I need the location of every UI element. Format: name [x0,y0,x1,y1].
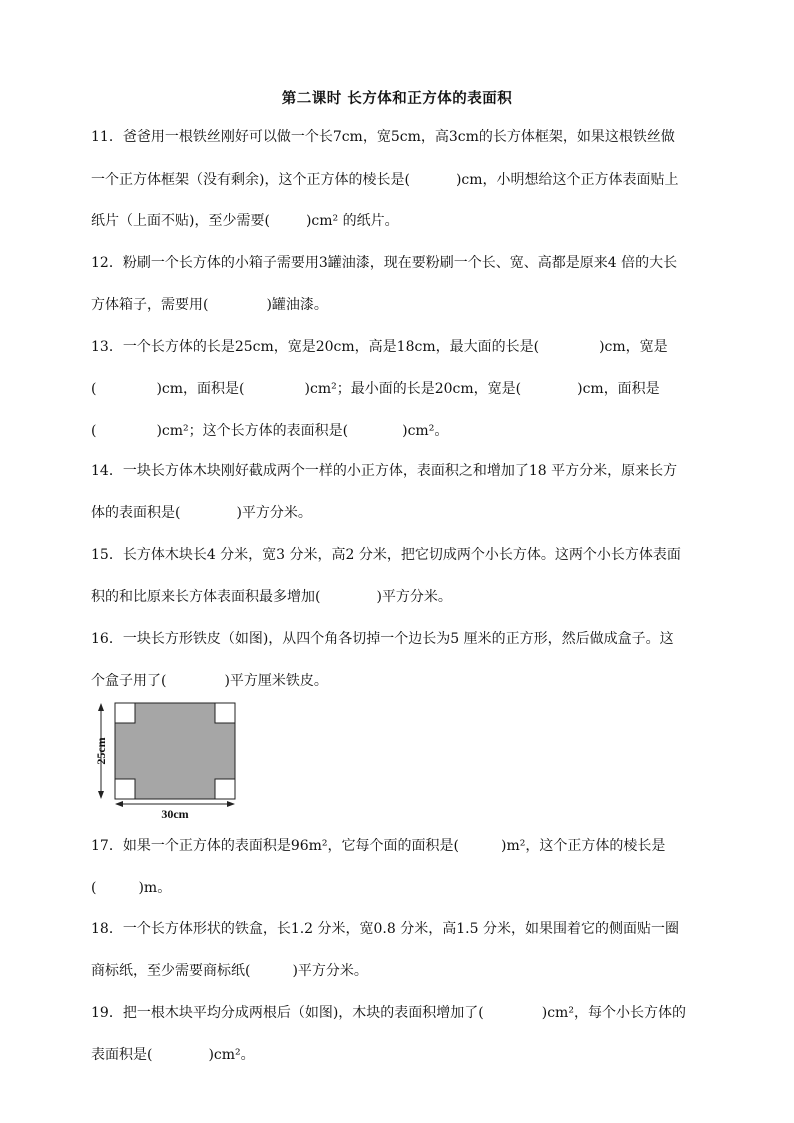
q11-text-a: 一个正方体框架（没有剩余)，这个正方体的棱长是( [91,172,410,188]
q11-line-2 [91,170,679,190]
q17-text-b: )m²，这个正方体的棱长是 [500,838,666,854]
height-label: 25cm [94,737,108,765]
q19-line-2 [91,1045,255,1065]
q14-line-1: 14．一块长方体木块刚好截成两个一样的小正方体，表面积之和增加了18 平方分米，原来长方 [91,463,678,479]
arrow-up-icon [98,703,104,711]
q19-text-a: 19．把一根木块平均分成两根后（如图)，木块的表面积增加了( [91,1005,484,1021]
width-label: 30cm [161,807,189,821]
q17-text-c: ( [91,880,97,896]
q17-text-d: )m。 [138,880,172,896]
q13-text-e: )cm²；最小面的长是20cm，宽是( [304,381,522,397]
q13-text-f: )cm，面积是 [577,381,660,397]
q12-text-a: 方体箱子，需要用( [91,297,209,313]
q12-text-b: )罐油漆。 [266,297,328,313]
q19-text-c: 表面积是( [91,1047,153,1063]
q17-line-2 [91,878,171,898]
q13-text-d: )cm，面积是( [156,381,245,397]
q13-text-a: 13．一个长方体的长是25cm，宽是20cm，高是18cm，最大面的长是( [91,339,540,355]
q13-text-g: ( [91,423,97,439]
q11-text-b: )cm，小明想给这个正方体表面贴上 [455,172,679,188]
q11-line-1: 11．爸爸用一根铁丝刚好可以做一个长7cm，宽5cm，高3cm的长方体框架，如果这根铁丝做 [91,129,675,145]
sheet-metal-figure [92,700,242,830]
q11-text-c: 纸片（上面不贴)，至少需要( [91,213,270,229]
q16-line-2 [91,671,328,691]
q13-text-i: )cm²。 [402,423,449,439]
q17-line-1 [91,836,665,856]
q16-text-b: )平方厘米铁皮。 [224,673,328,689]
q12-line-2 [91,295,328,315]
arrow-left-icon [115,801,123,807]
page-title: 第二课时 长方体和正方体的表面积 [281,90,513,107]
cut-corner-square [215,703,235,723]
q15-text-b: )平方分米。 [376,589,452,605]
cut-corner-square [115,703,135,723]
q13-text-h: )cm²；这个长方体的表面积是( [156,423,349,439]
arrow-down-icon [98,791,104,799]
q19-line-1 [91,1003,686,1023]
q18-line-2 [91,961,368,981]
cut-corner-square [115,779,135,799]
q14-text-a: 体的表面积是( [91,505,181,521]
q11-text-d: )cm² 的纸片。 [305,213,399,229]
q14-text-b: )平方分米。 [236,505,312,521]
q14-line-2 [91,503,312,523]
q13-text-c: ( [91,381,97,397]
q12-line-1: 12．粉刷一个长方体的小箱子需要用3罐油漆，现在要粉刷一个长、宽、高都是原来4 倍的大长 [91,255,678,271]
q19-text-d: )cm²。 [208,1047,255,1063]
q15-text-a: 积的和比原来长方体表面积最多增加( [91,589,321,605]
q16-line-1: 16．一块长方形铁皮（如图)，从四个角各切掉一个边长为5 厘米的正方形，然后做成盒子。这 [91,631,674,647]
arrow-right-icon [227,801,235,807]
q18-text-b: )平方分米。 [292,963,368,979]
q16-text-a: 个盒子用了( [91,673,167,689]
q13-text-b: )cm，宽是 [599,339,668,355]
q18-line-1: 18．一个长方体形状的铁盒，长1.2 分米，宽0.8 分米，高1.5 分米，如果围着它的侧面贴一圈 [91,921,679,937]
cut-corner-square [215,779,235,799]
q15-line-1: 15．长方体木块长4 分米，宽3 分米，高2 分米，把它切成两个小长方体。这两个小长方体表面 [91,547,681,563]
q19-text-b: )cm²，每个小长方体的 [541,1005,686,1021]
q13-line-1 [91,337,668,357]
q18-text-a: 商标纸，至少需要商标纸( [91,963,251,979]
q17-text-a: 17．如果一个正方体的表面积是96m²，它每个面的面积是( [91,838,459,854]
q15-line-2 [91,587,452,607]
q13-line-3 [91,421,448,441]
q13-line-2 [91,379,660,399]
q11-line-3 [91,211,399,231]
